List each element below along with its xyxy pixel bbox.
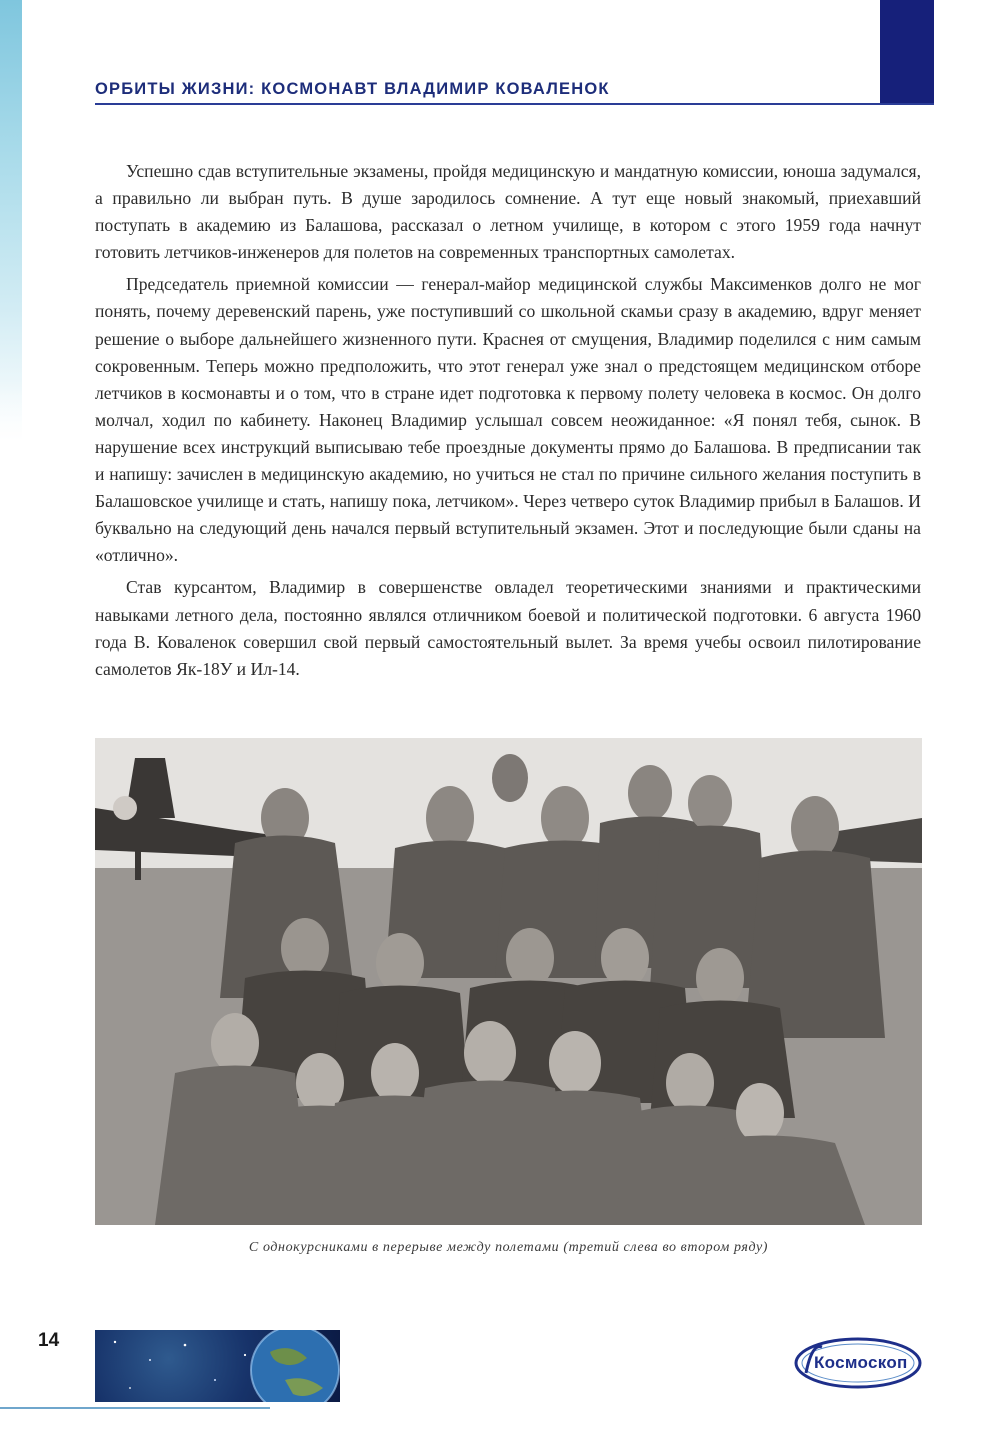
earth-illustration <box>95 1330 340 1402</box>
footer-divider <box>0 1407 270 1409</box>
running-header: ОРБИТЫ ЖИЗНИ: КОСМОНАВТ ВЛАДИМИР КОВАЛЕНОК <box>95 80 610 98</box>
header-accent-block <box>880 0 934 104</box>
logo-text: Космоскоп <box>814 1353 908 1372</box>
footer-space-image <box>95 1330 340 1402</box>
paragraph-1: Успешно сдав вступительные экзамены, пройдя медицинскую и мандатную комиссии, юноша задумался, а правильно ли выбран путь. В душе зародилось сомнение. А тут еще новый знакомый, приехавший поступать в академию из Балашова, рассказал о летном училище, в котором с этого 1959 года начнут готовить летчиков-инженеров для полетов на современных транспортных самолетах. <box>95 161 921 263</box>
header-divider <box>95 103 934 105</box>
page-number: 14 <box>38 1330 60 1351</box>
group-photo <box>95 738 922 1225</box>
kosmoskop-logo <box>792 1333 924 1393</box>
paragraph-2: Председатель приемной комиссии — генерал-майор медицинской службы Максименков долго не мог понять, почему деревенский парень, уже поступивший со школьной скамьи сразу в академию, вдруг меняет решение о выборе дальнейшего жизненного пути. Краснея от смущения, Владимир поделился с ним самым сокровенным. Теперь можно предположить, что этот генерал уже знал о предстоящем медицинском отборе летчиков в космонавты и о том, что в стране идет подготовка к первому полету человека в космос. Он долго молчал, ходил по кабинету. Наконец Владимир услышал совсем неожиданное: «Я понял тебя, сынок. В нарушение всех инструкций выписываю тебе проездные документы прямо до Балашова. В предписании так и напишу: зачислен в медицинскую академию, но учиться не стал по причине сильного желания поступить в Балашовское училище и стать, напишу пока, летчиком». Через четверо суток Владимир прибыл в Балашов. И буквально на следующий день начался первый вступительный экзамен. Этот и последующие были сданы на «отлично». <box>95 274 921 566</box>
left-strip-fade <box>0 380 22 500</box>
paragraph-3: Став курсантом, Владимир в совершенстве овладел теоретическими знаниями и практическими навыками летного дела, постоянно являлся отличником боевой и политической подготовки. 6 августа 1960 года В. Коваленок совершил свой первый самостоятельный вылет. За время учебы освоил пилотирование самолетов Як-18У и Ил-14. <box>95 577 921 679</box>
group-photo-illustration <box>95 738 922 1225</box>
photo-caption: С однокурсниками в перерыве между полетами (третий слева во втором ряду) <box>248 1240 769 1255</box>
article-body <box>95 158 921 688</box>
left-decorative-strip <box>0 0 22 440</box>
